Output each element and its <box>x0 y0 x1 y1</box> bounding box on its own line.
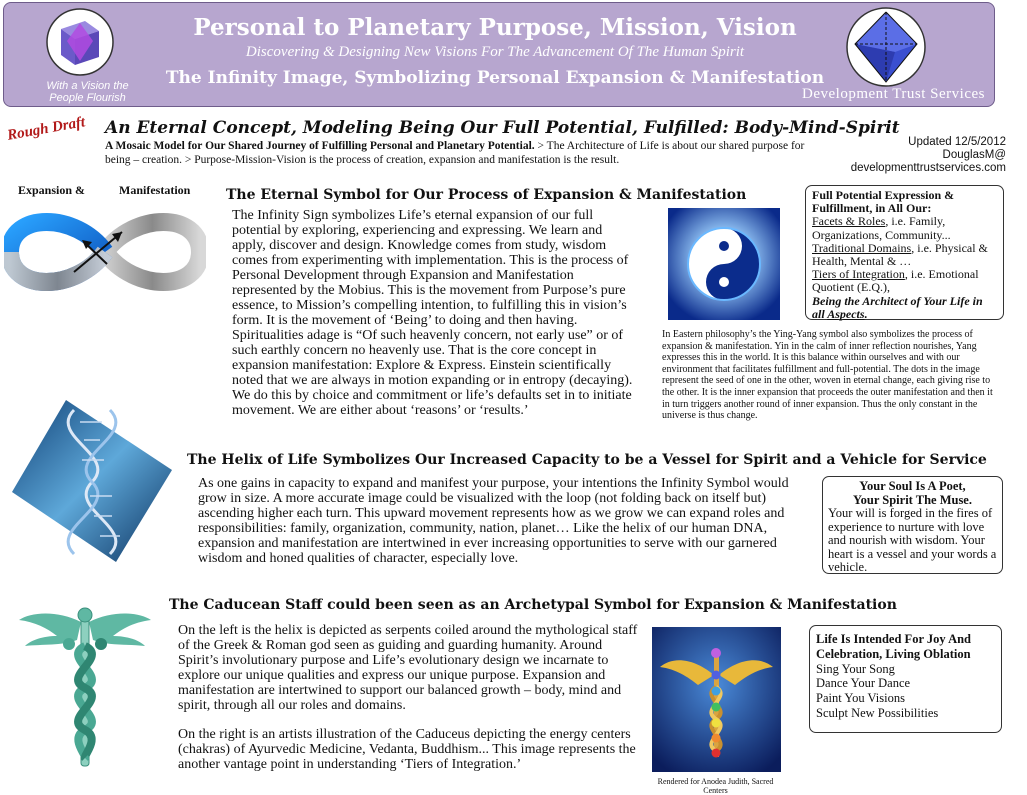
caducean-para-1: On the left is the helix is depicted as serpents coiled around the mythological staff of the Greek & Roman god seen as guiding and guarding humanity. Around Spirit’s involutionary purpose and Life’s evolutionary design we incarnate to explore our unique qualities and express our unique purpose. Expansion and manifestation are intertwined to support our balanced growth – body, mind and spirit, through all our roles and domains. <box>178 623 638 713</box>
helix-heading: The Helix of Life Symbolizes Our Increased Capacity to be a Vessel for Spirit and a Vehicle for Service <box>187 452 987 468</box>
soul-body: Your will is forged in the fires of experience to nurture with love and nourish with wisdom. Your heart is a vessel and your words a vehicle. <box>828 506 997 574</box>
soul-poet-box <box>822 476 1003 574</box>
tiers-integration-link[interactable]: Tiers of Integration <box>812 267 905 282</box>
banner-title: Personal to Planetary Purpose, Mission, Vision <box>193 14 797 41</box>
caducean-para-2: On the right is an artists illustration of the Caduceus depicting the energy centers (chakras) of Ayurvedic Medicine, Vedanta, Buddhism... This image represents the another vantage point in understanding ‘Tiers of Integration.’ <box>178 727 636 772</box>
updated-date: Updated 12/5/2012 <box>908 136 1006 148</box>
infinity-symbol-image <box>4 202 206 302</box>
contact-domain: developmenttrustservices.com <box>850 162 1006 174</box>
intro-bold: A Mosaic Model for Our Shared Journey of Fulfilling Personal and Planetary Potential. <box>105 140 535 152</box>
banner-subtitle: Discovering & Designing New Visions For The Advancement Of The Human Spirit <box>245 44 745 60</box>
concept-title: An Eternal Concept, Modeling Being Our Full Potential, Fulfilled: Body-Mind-Spirit <box>105 118 900 138</box>
manifestation-label: Manifestation <box>119 183 191 197</box>
facets-roles-item: Facets & Roles, i.e. Family, Organizations, Community... <box>812 214 951 242</box>
rough-draft-stamp: Rough Draft <box>6 114 87 144</box>
intro-rest: > The Architecture of Life is about our shared purpose for being – creation. > Purpose-Mission-Vision is the process of creation, expansion and manifestation is the result. <box>105 140 805 166</box>
logo-caption: With a Vision the People Flourish <box>46 80 129 104</box>
aspects-link[interactable]: Aspects <box>827 306 865 321</box>
tiers-integration-item: Tiers of Integration, i.e. Emotional Quotient (E.Q.), <box>812 267 979 295</box>
intro-text <box>105 139 825 167</box>
banner-tagline: The Infinity Image, Symbolizing Personal Expansion & Manifestation <box>165 68 825 88</box>
life-intended-box <box>809 625 1002 733</box>
life-item-dance: Dance Your Dance <box>816 676 911 691</box>
helix-body: As one gains in capacity to expand and manifest your purpose, your intentions the Infinity Symbol would grow in size. A more accurate image could be visualized with the loop (not folding back on itself but) ascending higher each turn. This upward movement represents how as we grow we can expand roles and responsibilities: family, organization, community, nation, planet… Like the helix of our human DNA, expansion and manifestation are intertwined in ever increasing opportunities to serve with our garnered wisdom and honed qualities of character, especially love. <box>198 476 789 566</box>
full-potential-box <box>805 185 1004 320</box>
org-name: Development Trust Services <box>802 86 985 102</box>
life-item-paint: Paint You Visions <box>816 691 905 706</box>
caduceus-staff-image <box>17 606 153 768</box>
life-item-sing: Sing Your Song <box>816 661 895 676</box>
yin-yang-caption: In Eastern philosophy’s the Ying-Yang symbol also symbolizes the process of expansion & manifestation. Yin in the calm of inner reflection nourishes, Yang expresses this in the world. It is this balance within ourselves and with our environment that facilitates fulfillment and full-potential. The dots in the image represent the seed of one in the other, woven in eternal change, each giving rise to the other. It is the inner expansion that proceeds the outer manifestation and then it in turn triggers another round of inner expansion. Thus the only constant in the universe is thus change. <box>662 329 993 422</box>
render-credit: Rendered for Anodea Judith, Sacred Centers <box>657 777 774 795</box>
facets-roles-link[interactable]: Facets & Roles <box>812 214 886 229</box>
soul-line-2: Your Spirit The Muse. <box>852 492 972 507</box>
life-item-sculpt: Sculpt New Possibilities <box>816 705 939 720</box>
chakra-caduceus-image <box>652 627 781 772</box>
update-info <box>838 136 1006 175</box>
soul-line-1: Your Soul Is A Poet, <box>859 479 966 493</box>
traditional-domains-link[interactable]: Traditional Domains <box>812 240 912 255</box>
architect-line: Being the Architect of Your Life in all Aspects. <box>812 293 983 321</box>
caducean-heading: The Caducean Staff could been seen as an Archetypal Symbol for Expansion & Manifestation <box>169 597 897 613</box>
eternal-heading: The Eternal Symbol for Our Process of Expansion & Manifestation <box>226 187 747 203</box>
life-box-title: Life Is Intended For Joy And Celebration, Living Oblation <box>816 632 972 661</box>
traditional-domains-item: Traditional Domains, i.e. Physical & Health, Mental & … <box>812 240 988 269</box>
dna-helix-image <box>8 396 176 566</box>
contact-name: DouglasM@ <box>942 149 1006 161</box>
full-potential-title: Full Potential Expression & Fulfillment, in All Our: <box>812 188 955 216</box>
eternal-body: The Infinity Sign symbolizes Life’s eternal expansion of our full potential by exploring, experiencing and expressing. We learn and apply, discover and design. Knowledge comes from study, wisdom comes from experimenting with implementation. This is the process of Personal Development through Expansion and Manifestation represented by the Mobius. This is the movement from Purpose’s pure essence, to Mission’s compelling intention, to fulfilling this in vision’s form. It is the movement of ‘Being’ to doing and then having. Spiritualities adage is “Of such heavenly concern, not early use” or of such earthly concern no heavenly use. That is the core concept in expansion manifestation: Explore & Express. Einstein scientifically noted that we are always in motion expanding or in entropy (decaying). We do this by choice and commitment or life’s defaults set in to initiate movement. We are either about ‘reasons’ or ‘results.’ <box>232 208 633 418</box>
expansion-label: Expansion & <box>18 183 86 197</box>
yin-yang-image <box>668 208 780 320</box>
